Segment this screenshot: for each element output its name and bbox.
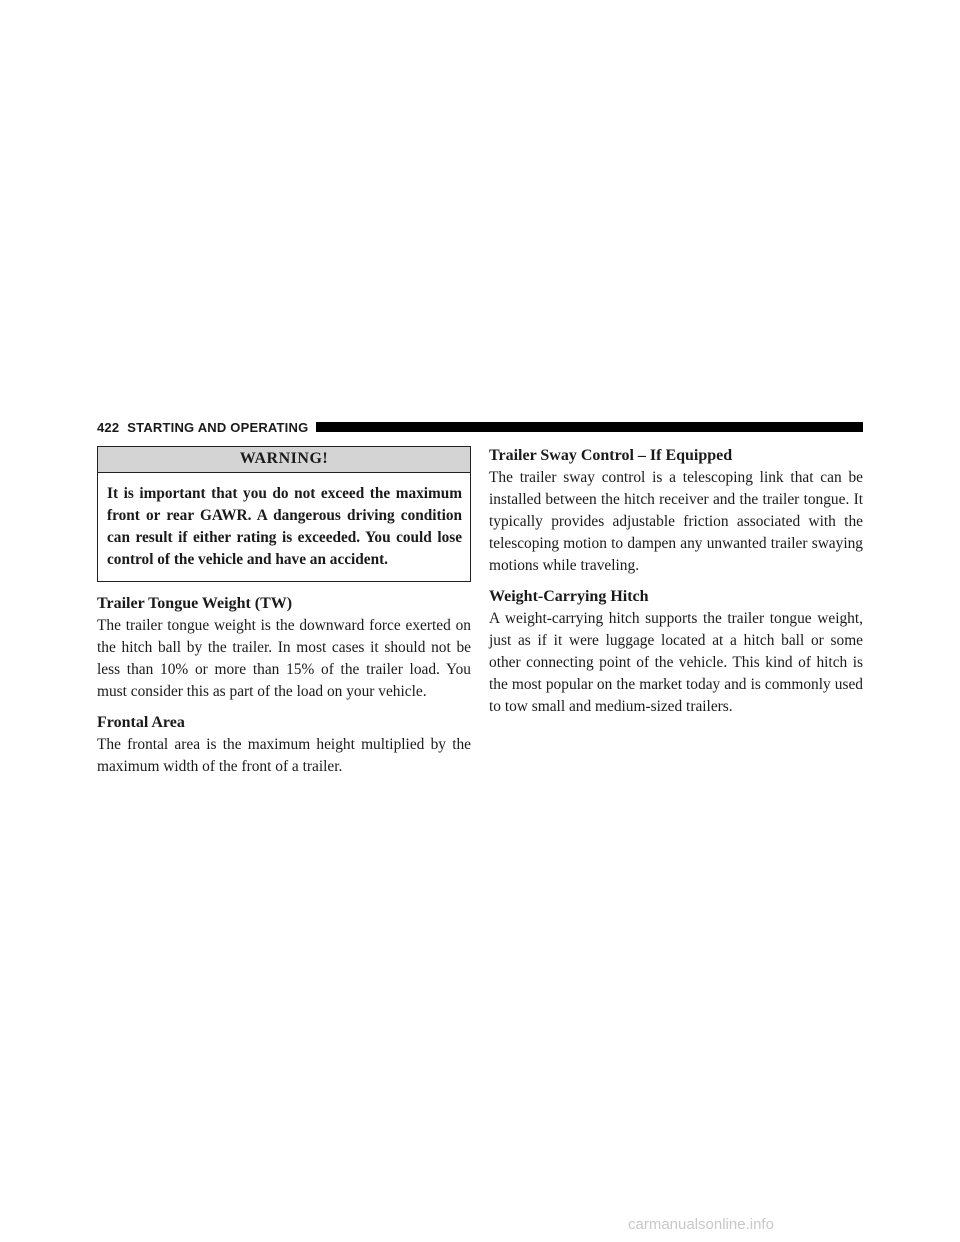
left-column — [97, 446, 471, 788]
right-column — [489, 446, 863, 728]
section-text-tongue-weight: The trailer tongue weight is the downward force exerted on the hitch ball by the trailer. In most cases it should not be less than 10% or more than 15% of the trailer load. You must consider this as part of the load on your vehicle. — [97, 617, 471, 700]
section-heading-weight-carrying-hitch: Weight-Carrying Hitch — [489, 588, 649, 605]
header-rule — [316, 422, 863, 432]
section-heading-frontal-area: Frontal Area — [97, 714, 185, 731]
watermark-link[interactable]: carmanualsonline.info — [628, 1216, 774, 1233]
section-text-frontal-area: The frontal area is the maximum height multiplied by the maximum width of the front of a trailer. — [97, 736, 471, 775]
section-title: STARTING AND OPERATING — [127, 419, 309, 435]
page-number: 422 — [97, 419, 120, 435]
page-header — [97, 416, 863, 438]
section-heading-tongue-weight: Trailer Tongue Weight (TW) — [97, 595, 293, 612]
section-text-sway-control: The trailer sway control is a telescoping link that can be installed between the hitch receiver and the trailer tongue. It typically provides adjustable friction associated with the telescoping motion to dampen any unwanted trailer swaying motions while traveling. — [489, 469, 863, 574]
warning-box — [97, 446, 471, 582]
warning-title: WARNING! — [98, 447, 470, 473]
section-text-weight-carrying-hitch: A weight-carrying hitch supports the trailer tongue weight, just as if it were luggage located at a hitch ball or some other connecting point of the vehicle. This kind of hitch is the most popular on the market today and is commonly used to tow small and medium-sized trailers. — [489, 610, 863, 715]
section-heading-sway-control: Trailer Sway Control – If Equipped — [489, 447, 733, 464]
warning-text: It is important that you do not exceed the maximum front or rear GAWR. A dangerous driving condition can result if either rating is exceeded. You could lose control of the vehicle and have an accident. — [107, 485, 462, 568]
